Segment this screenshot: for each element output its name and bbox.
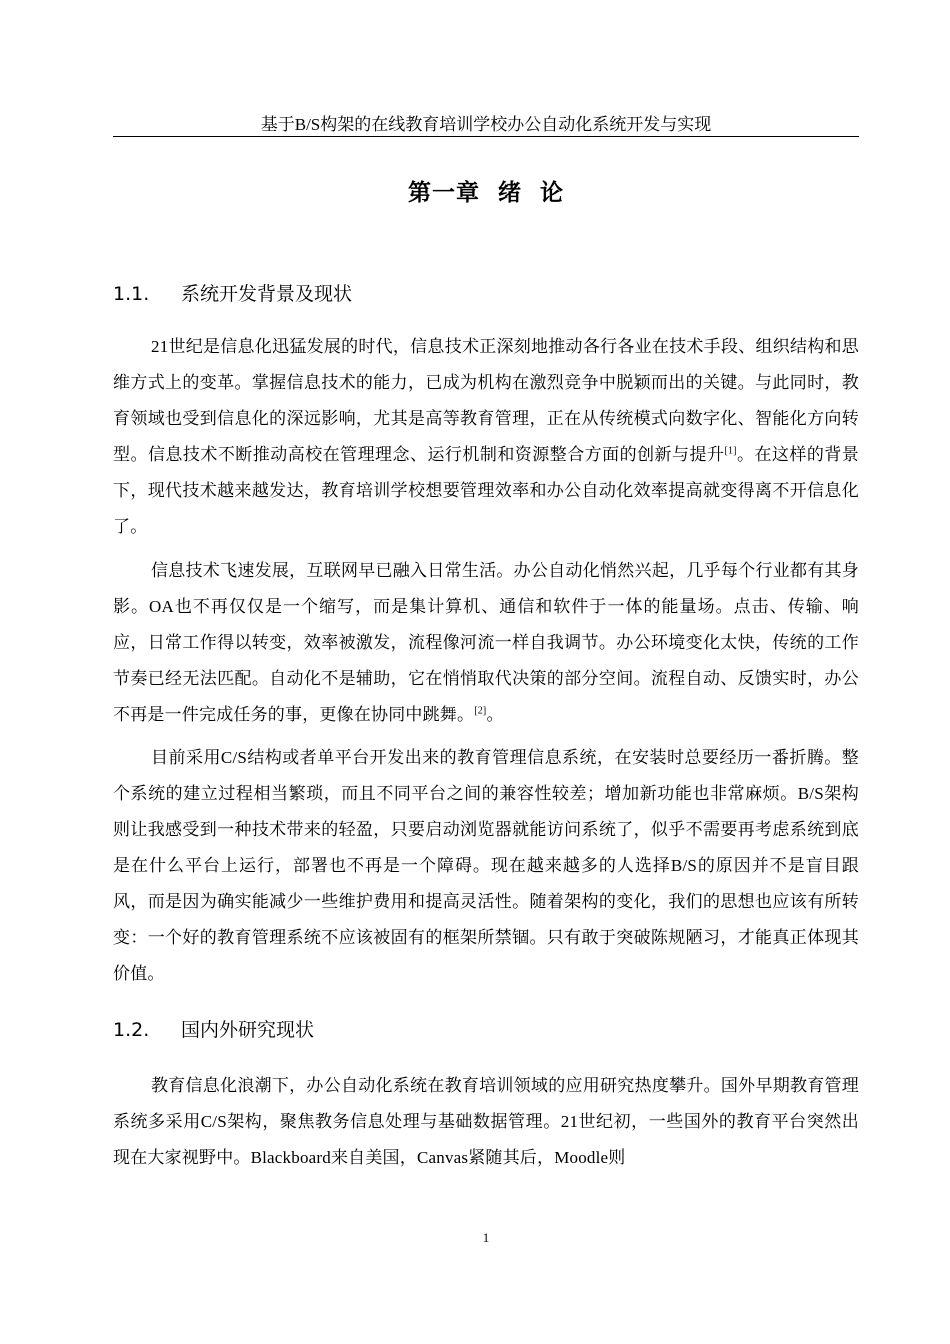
- section-heading-1-1: [113, 281, 859, 307]
- section-title: 国内外研究现状: [181, 1019, 315, 1041]
- running-header: 基于B/S构架的在线教育培训学校办公自动化系统开发与实现: [260, 115, 712, 134]
- section-number: 1.1.: [113, 283, 150, 305]
- paragraph-text: 。在这样的背景下，现代技术越来越发达，教育培训学校想要管理效率和办公自动化效率提高就变得离不开信息化了。: [113, 445, 860, 536]
- citation-ref: [2]: [474, 705, 487, 717]
- paragraph-1-1-2: [113, 553, 859, 733]
- page-number: 1: [482, 1230, 490, 1245]
- section-title: 系统开发背景及现状: [181, 283, 353, 305]
- paragraph-text: 信息技术飞速发展，互联网早已融入日常生活。办公自动化悄然兴起，几乎每个行业都有其身影。OA也不再仅仅是一个缩写，而是集计算机、通信和软件于一体的能量场。点击、传输、响应，日常工作得以转变，效率被激发，流程像河流一样自我调节。办公环境变化太快，传统的工作节奏已经无法匹配。自动化不是辅助，它在悄悄取代决策的部分空间。流程自动、反馈实时，办公不再是一件完成任务的事，更像在协同中跳舞。: [113, 561, 859, 724]
- chapter-title: 第一章 绪 论: [407, 180, 565, 206]
- header-rule: [113, 136, 859, 137]
- paragraph-text: 。: [486, 705, 504, 724]
- paragraph-1-1-1: [113, 329, 859, 545]
- citation-ref: [1]: [724, 445, 737, 457]
- paragraph-text: 目前采用C/S结构或者单平台开发出来的教育管理信息系统，在安装时总要经历一番折腾。整个系统的建立过程相当繁琐，而且不同平台之间的兼容性较差；增加新功能也非常麻烦。B/S架构则让我感受到一种技术带来的轻盈，只要启动浏览器就能访问系统了，似乎不需要再考虑系统到底是在什么平台上运行，部署也不再是一个障碍。现在越来越多的人选择B/S的原因并不是盲目跟风，而是因为确实能减少一些维护费用和提高灵活性。随着架构的变化，我们的思想也应该有所转变：一个好的教育管理系统不应该被固有的框架所禁锢。只有敢于突破陈规陋习，才能真正体现其价值。: [113, 748, 859, 983]
- section-number: 1.2.: [113, 1019, 150, 1041]
- section-heading-1-2: [113, 1017, 859, 1043]
- paragraph-text: 21世纪是信息化迅猛发展的时代，信息技术正深刻地推动各行各业在技术手段、组织结构和思维方式上的变革。掌握信息技术的能力，已成为机构在激烈竞争中脱颖而出的关键。与此同时，教育领域也受到信息化的深远影响，尤其是高等教育管理，正在从传统模式向数字化、智能化方向转型。信息技术不断推动高校在管理理念、运行机制和资源整合方面的创新与提升: [113, 337, 859, 464]
- paragraph-text: 教育信息化浪潮下，办公自动化系统在教育培训领域的应用研究热度攀升。国外早期教育管理系统多采用C/S架构，聚焦教务信息处理与基础数据管理。21世纪初，一些国外的教育平台突然出现在大家视野中。Blackboard来自美国，Canvas紧随其后，Moodle则: [113, 1076, 859, 1167]
- paragraph-1-1-3: [113, 740, 859, 992]
- paragraph-1-2-1: [113, 1068, 859, 1176]
